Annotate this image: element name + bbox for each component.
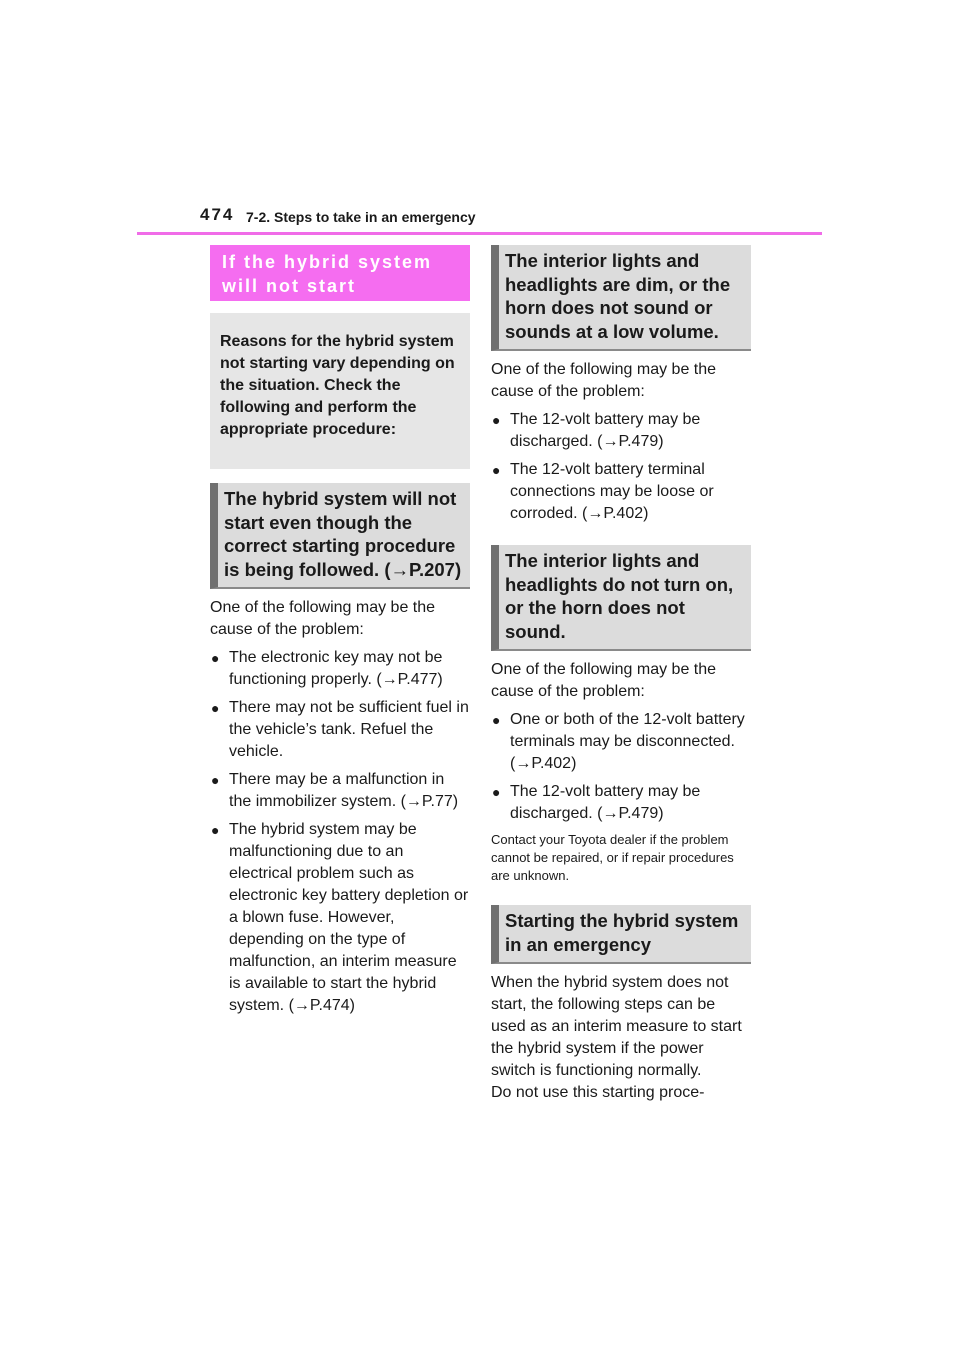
bullet-icon: ●: [492, 784, 501, 800]
lead-text: One of the following may be the cause of the problem:: [210, 599, 436, 638]
bullet-icon: ●: [211, 650, 220, 666]
right-column: [491, 245, 751, 1104]
sub-heading-lights-off: The interior lights and headlights do not turn on, or the horn does not sound.: [491, 545, 751, 651]
header-rule: [137, 232, 822, 235]
list-item: ● The 12-volt battery may be discharged. (→P.479): [492, 783, 701, 822]
lead-text: One of the following may be the cause of the problem:: [491, 361, 717, 400]
sub-heading-hybrid-not-start: The hybrid system will not start even though the correct starting procedure is being followed. (→P.207): [210, 483, 470, 589]
bullet-list: [491, 709, 751, 825]
bullet-icon: ●: [211, 700, 220, 716]
bullet-icon: ●: [492, 712, 501, 728]
bullet-icon: ●: [492, 412, 501, 428]
intro-box: Reasons for the hybrid system not starting vary depending on the situation. Check the following and perform the appropriate procedure:: [210, 313, 470, 469]
sub-heading-emergency-start: Starting the hybrid system in an emergency: [491, 905, 751, 964]
bullet-icon: ●: [211, 822, 220, 838]
bullet-icon: ●: [492, 462, 501, 478]
list-item: ● The 12-volt battery terminal connections may be loose or corroded. (→P.402): [492, 461, 714, 522]
list-item: ● One or both of the 12-volt battery terminals may be disconnected. (→P.402): [492, 711, 745, 772]
page-number: 474: [200, 205, 235, 224]
list-item: ● The hybrid system may be malfunctioning due to an electrical problem such as electronic key battery depletion or a blown fuse. However, depending on the type of malfunction, an interim measure is available to start the hybrid system. (→P.474): [211, 821, 469, 1014]
main-heading: If the hybrid system will not start: [210, 245, 470, 301]
emergency-paragraph: When the hybrid system does not start, the following steps can be used as an interim measure to start the hybrid system if the power switch is functioning normally.: [491, 974, 742, 1079]
list-item: ● The 12-volt battery may be discharged. (→P.479): [492, 411, 701, 450]
section-title: 7-2. Steps to take in an emergency: [246, 209, 476, 225]
bullet-list: [210, 647, 470, 1017]
emergency-paragraph-continued: Do not use this starting proce-: [491, 1084, 705, 1101]
dealer-note: Contact your Toyota dealer if the problem cannot be repaired, or if repair procedures are unknown.: [491, 832, 734, 883]
left-column: [210, 245, 470, 1023]
list-item: ● There may not be sufficient fuel in the vehicle’s tank. Refuel the vehicle.: [211, 699, 469, 760]
list-item: ● The electronic key may not be functioning properly. (→P.477): [211, 649, 443, 688]
lead-text: One of the following may be the cause of the problem:: [491, 661, 717, 700]
bullet-list: [491, 409, 751, 525]
sub-heading-lights-dim: The interior lights and headlights are dim, or the horn does not sound or sounds at a low volume.: [491, 245, 751, 351]
bullet-icon: ●: [211, 772, 220, 788]
list-item: ● There may be a malfunction in the immobilizer system. (→P.77): [211, 771, 459, 810]
